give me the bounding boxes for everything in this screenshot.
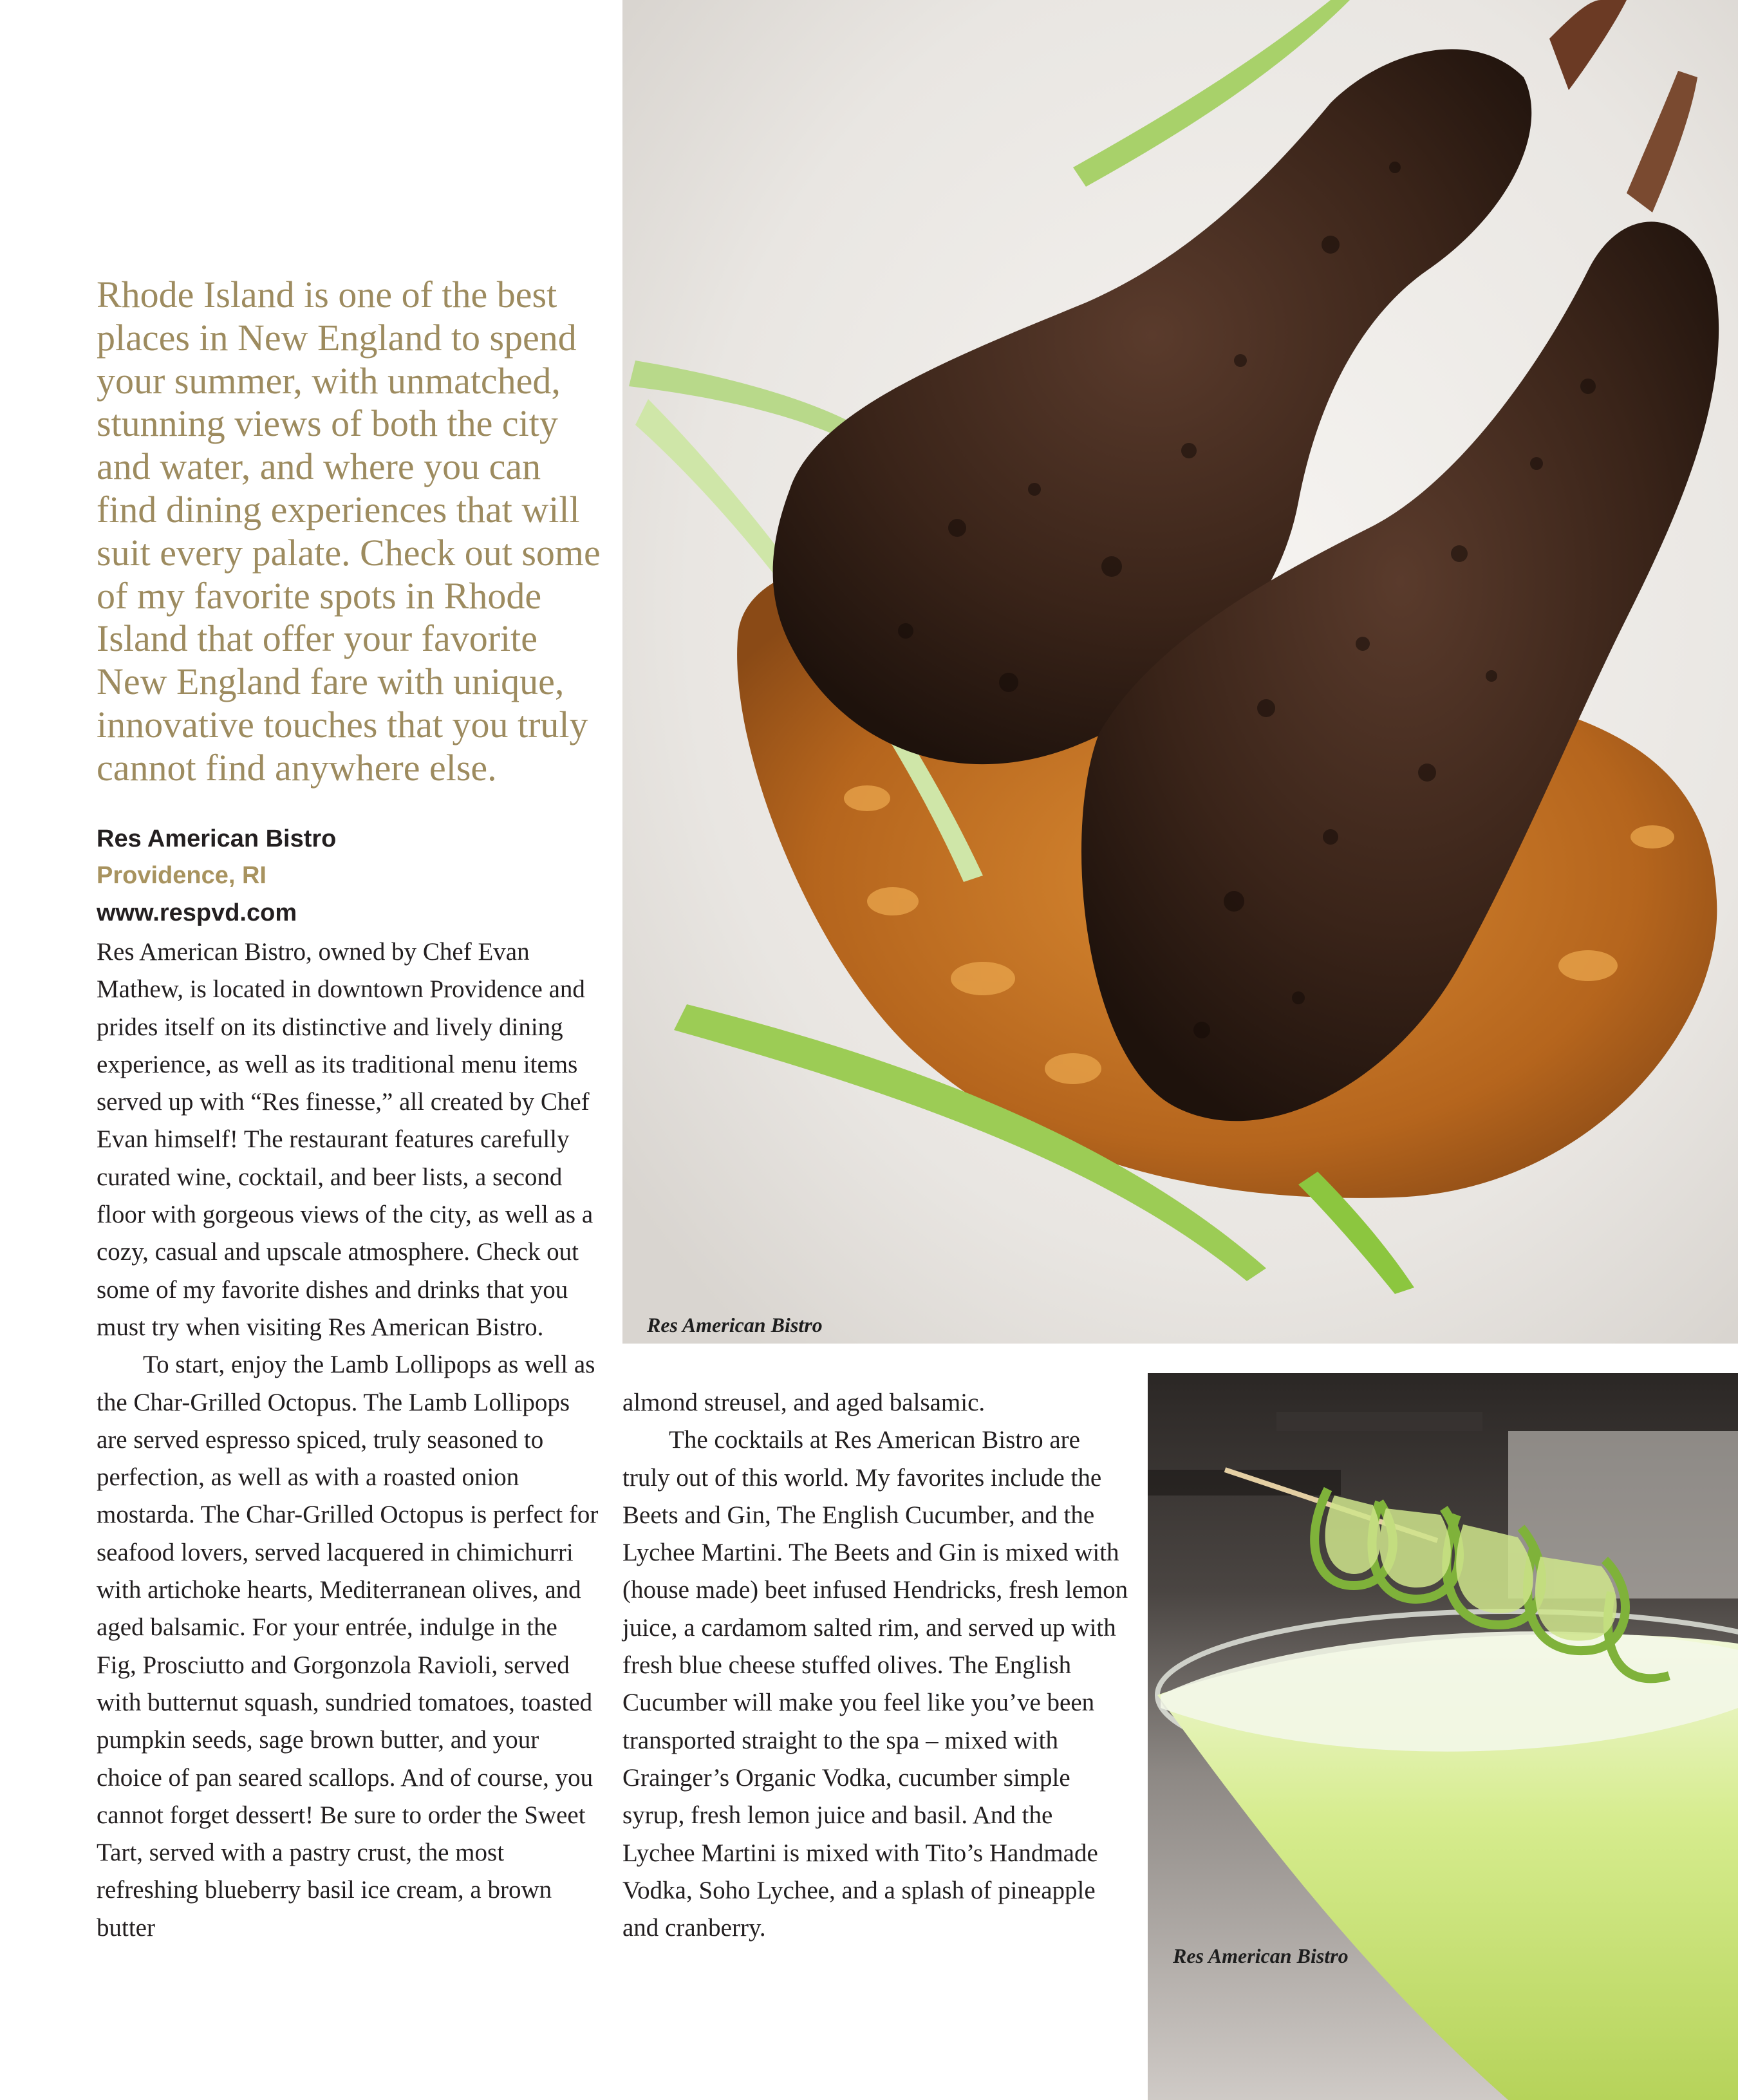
restaurant-name: Res American Bistro	[97, 825, 337, 852]
body-paragraph-2: To start, enjoy the Lamb Lollipops as well as the Char-Grilled Octopus. The Lamb Lollipops are served espresso spiced, truly seasoned to perfection, as well as with a roasted onion mostarda. The Char-Grilled Octopus is perfect for seafood lovers, served lacquered in chimichurri with artichoke hearts, Mediterranean olives, and aged balsamic. For your entrée, indulge in the Fig, Prosciutto and Gorgonzola Ravioli, served with butternut squash, sundried tomatoes, toasted pumpkin seeds, sage brown butter, and your choice of pan seared scallops. And of course, you cannot forget dessert! Be sure to order the Sweet Tart, served with a pastry crust, the most refreshing blueberry basil ice cream, a brown butter	[97, 1351, 599, 1942]
restaurant-location: Providence, RI	[97, 862, 266, 889]
martini-photo-caption: Res American Bistro	[1173, 1944, 1349, 1967]
cucumber-martini-photo	[1148, 1373, 1738, 2100]
article-column-2	[622, 1384, 1131, 1947]
body-paragraph-1: Res American Bistro, owned by Chef Evan Mathew, is located in downtown Providence and prides itself on its distinctive and lively dining experience, as well as its traditional menu items served up with “Res finesse,” all created by Chef Evan himself! The restaurant features carefully curated wine, cocktail, and beer lists, a second floor with gorgeous views of the city, as well as a cozy, casual and upscale atmosphere. Check out some of my favorite dishes and drinks that you must try when visiting Res American Bistro.	[97, 938, 593, 1341]
article-column-1	[97, 933, 599, 1947]
restaurant-website-link[interactable]: www.respvd.com	[97, 899, 297, 926]
body-paragraph-2-continued: almond streusel, and aged balsamic.	[622, 1389, 986, 1416]
intro-paragraph: Rhode Island is one of the best places in New England to spend your summer, with unmatched, stunning views of both the city and water, and where you can find dining experiences that will suit every palate. Check out some of my favorite spots in Rhode Island that offer your favorite New England fare with unique, innovative touches that you truly cannot find anywhere else.	[97, 274, 601, 789]
lamb-lollipops-photo	[622, 0, 1738, 1344]
lamb-photo-caption: Res American Bistro	[647, 1313, 823, 1336]
body-paragraph-3: The cocktails at Res American Bistro are truly out of this world. My favorites include the Beets and Gin, The English Cucumber, and the Lychee Martini. The Beets and Gin is mixed with (house made) beet infused Hendricks, fresh lemon juice, a cardamom salted rim, and served up with fresh blue cheese stuffed olives. The English Cucumber will make you feel like you’ve been transported straight to the spa – mixed with Grainger’s Organic Vodka, cucumber simple syrup, fresh lemon juice and basil. And the Lychee Martini is mixed with Tito’s Handmade Vodka, Soho Lychee, and a splash of pineapple and cranberry.	[622, 1426, 1128, 1942]
